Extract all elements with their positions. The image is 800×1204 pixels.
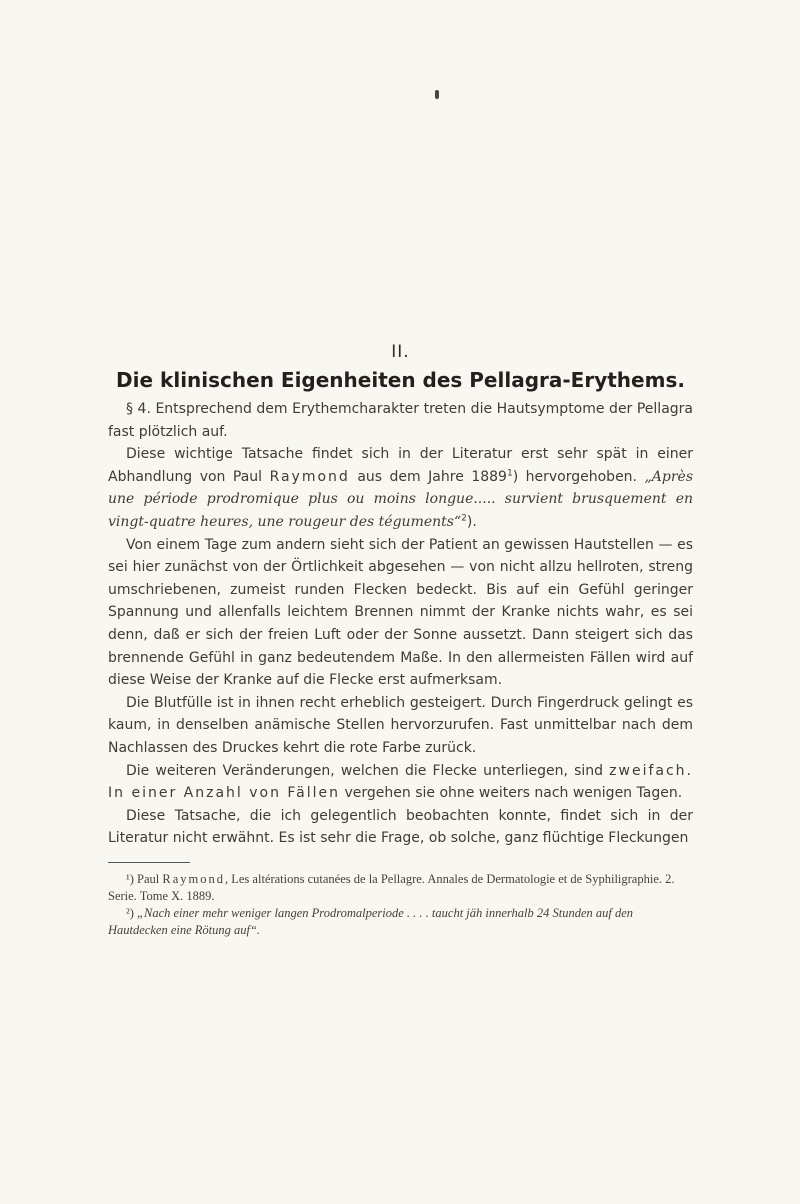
paragraph-text: ). bbox=[466, 513, 477, 530]
print-mark bbox=[435, 90, 439, 99]
paragraph-blood bbox=[108, 692, 693, 760]
footnote-1 bbox=[108, 871, 693, 905]
paragraph-text: Diese Tatsache, die ich gelegentlich beobachten konnte, findet sich in der Literatur nicht erwähnt. Es ist sehr die Frage, ob solche, ganz flüchtige Fleckungen bbox=[108, 807, 693, 847]
chapter-number: II. bbox=[391, 342, 410, 362]
paragraph-fact bbox=[108, 805, 693, 850]
footnote-text: „Nach einer mehr weniger langen Prodromalperiode . . . . taucht jäh innerhalb 24 Stunden auf den Hautdecken eine Rötung auf“. bbox=[108, 905, 634, 937]
text-block bbox=[108, 342, 693, 939]
paragraph-section-4 bbox=[108, 398, 693, 443]
chapter-title: Die klinischen Eigenheiten des Pellagra-Erythems. bbox=[116, 368, 685, 392]
paragraph-text: aus dem Jahre 1889 bbox=[357, 468, 507, 485]
french-quote: „Après une période prodromique plus ou moins longue..... survient brusquement en vingt-quatre heures, une rougeur des téguments“ bbox=[108, 468, 694, 530]
paragraph-changes bbox=[108, 760, 693, 805]
footnote-mark: ²) bbox=[126, 905, 134, 920]
footnote-2 bbox=[108, 905, 693, 939]
footnote-text: , Les altérations cutanées de la Pellagre. Annales de Dermatologie et de Syphiligraphie. 2. Serie. Tome X. 1889. bbox=[108, 871, 675, 903]
paragraph-text: Die weiteren Veränderungen, welchen die Flecke unterliegen, sind bbox=[126, 762, 604, 779]
spaced-text: In einer Anzahl von Fällen bbox=[108, 785, 341, 802]
paragraph-spots bbox=[108, 534, 693, 692]
paragraph-text: ) hervorgehoben. bbox=[512, 468, 638, 485]
paragraph-raymond bbox=[108, 443, 693, 533]
footnote-ref: 2 bbox=[461, 513, 467, 524]
author-name: Raymond bbox=[162, 871, 225, 886]
author-name: Raymond bbox=[269, 468, 350, 485]
paragraph-text: § 4. Entsprechend dem Erythemcharakter treten die Hautsymptome der Pellagra fast plötzlich auf. bbox=[108, 401, 693, 440]
footnote-ref: 1 bbox=[506, 468, 513, 479]
paragraph-text: vergehen sie ohne weiters nach wenigen Tagen. bbox=[344, 785, 683, 802]
footnote-mark: ¹) Paul bbox=[126, 871, 160, 886]
spaced-text: zweifach. bbox=[609, 762, 693, 779]
paragraph-text: Die Blutfülle ist in ihnen recht erheblich gesteigert. Durch Fingerdruck gelingt es kaum, in denselben anämische Stellen hervorzurufen. Fast unmittelbar nach dem Nachlassen des Druckes kehrt die rote Farbe zurück. bbox=[108, 694, 693, 756]
paragraph-text: Diese wichtige Tatsache findet sich in der Literatur erst sehr spät in einer Abhandlung von Paul bbox=[108, 446, 693, 485]
footnote-divider bbox=[108, 862, 190, 863]
paragraph-text: Von einem Tage zum andern sieht sich der Patient an gewissen Hautstellen — es sei hier zunächst von der Örtlichkeit abgesehen — von nicht allzu hellroten, streng umschriebenen, zumeist runden Flecken bedeckt. Bis auf ein Gefühl geringer Spannung und allenfalls leichtem Brennen nimmt der Kranke nichts wahr, es sei denn, daß er sich der freien Luft oder der Sonne aussetzt. Dann steigert sich das brennende Gefühl in ganz bedeutendem Maße. In den allermeisten Fällen wird auf diese Weise der Kranke auf die Flecke erst aufmerksam. bbox=[108, 536, 693, 689]
